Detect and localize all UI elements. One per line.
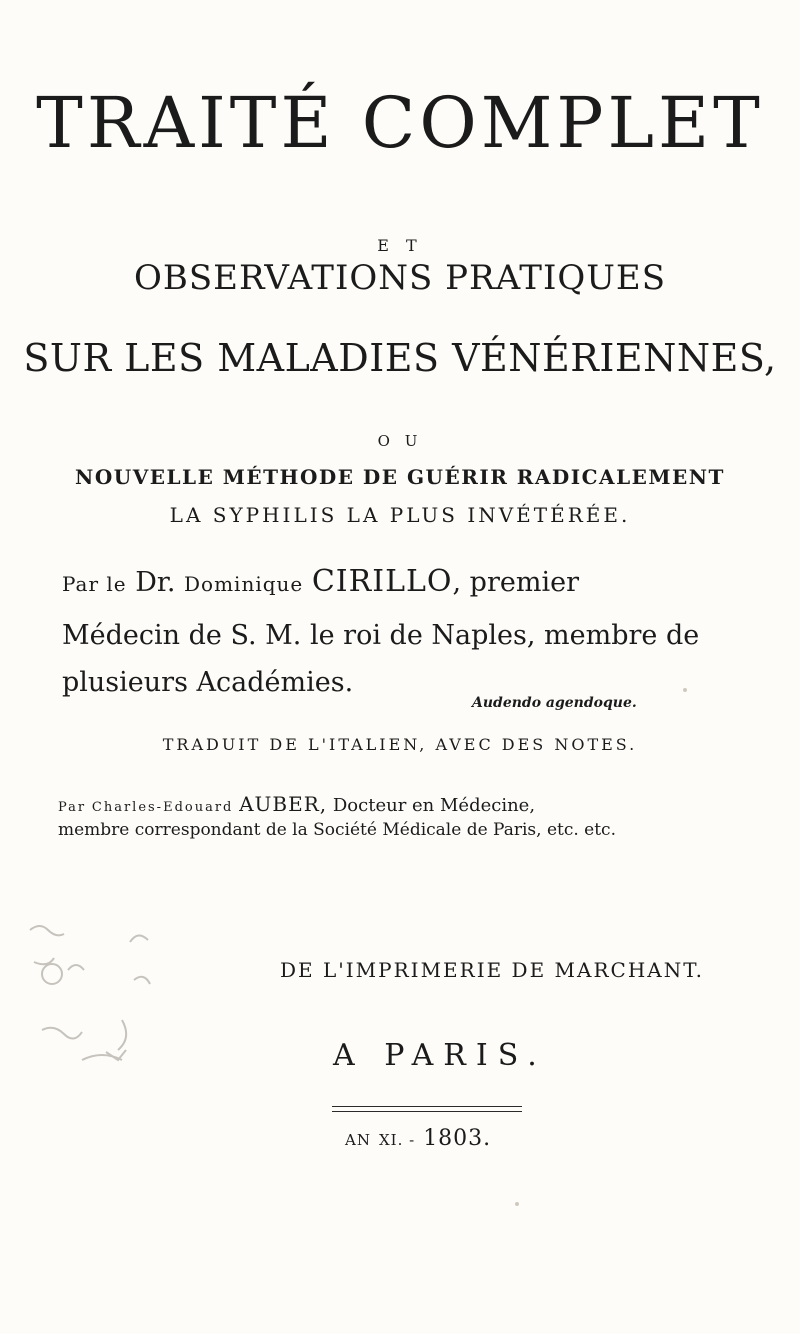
translator-line-1 <box>58 792 535 816</box>
conjunction-et: E T <box>377 236 423 255</box>
translated-note: TRADUIT DE L'ITALIEN, AVEC DES NOTES. <box>162 735 638 754</box>
translator-par: Par <box>58 800 87 815</box>
translator-first-name: Charles-Edouard <box>91 800 234 815</box>
paper-speck <box>683 688 687 692</box>
author-dr: Dr. <box>135 567 176 598</box>
author-line-2: Médecin de S. M. le roi de Naples, membre de <box>62 620 700 651</box>
alt-title-line-2: LA SYPHILIS LA PLUS INVÉTÉRÉE. <box>169 503 631 527</box>
motto: Audendo agendoque. <box>472 695 637 711</box>
author-first-name: Dominique <box>184 572 304 596</box>
author-line-1 <box>62 564 579 599</box>
author-last-name: CIRILLO <box>311 564 453 599</box>
translator-line-2: membre correspondant de la Société Médicale de Paris, etc. etc. <box>58 820 616 840</box>
author-line-3: plusieurs Académies. <box>62 667 354 698</box>
author-role-1: , premier <box>452 567 579 598</box>
library-stamp-icon <box>22 870 222 1070</box>
author-par: Par le <box>62 572 127 596</box>
subtitle-observations: OBSERVATIONS PRATIQUES <box>133 258 667 298</box>
translator-role-1: Docteur en Médecine, <box>332 795 536 816</box>
date-an: AN <box>345 1131 371 1149</box>
paper-speck <box>515 1202 519 1206</box>
publication-date <box>345 1126 491 1151</box>
double-rule-bottom <box>332 1111 522 1112</box>
date-revolutionary-year: XI. - <box>378 1131 416 1149</box>
subtitle-maladies: SUR LES MALADIES VÉNÉRIENNES, <box>23 336 777 380</box>
printer-line: DE L'IMPRIMERIE DE MARCHANT. <box>280 958 704 982</box>
translator-last-name: AUBER, <box>239 792 328 816</box>
city-line: A PARIS. <box>333 1038 547 1073</box>
date-year: 1803. <box>423 1126 492 1151</box>
or-word: O U <box>377 432 423 450</box>
book-title: TRAITÉ COMPLET <box>36 82 764 164</box>
alt-title-line-1: NOUVELLE MÉTHODE DE GUÉRIR RADICALEMENT <box>75 465 725 489</box>
double-rule-top <box>332 1106 522 1107</box>
